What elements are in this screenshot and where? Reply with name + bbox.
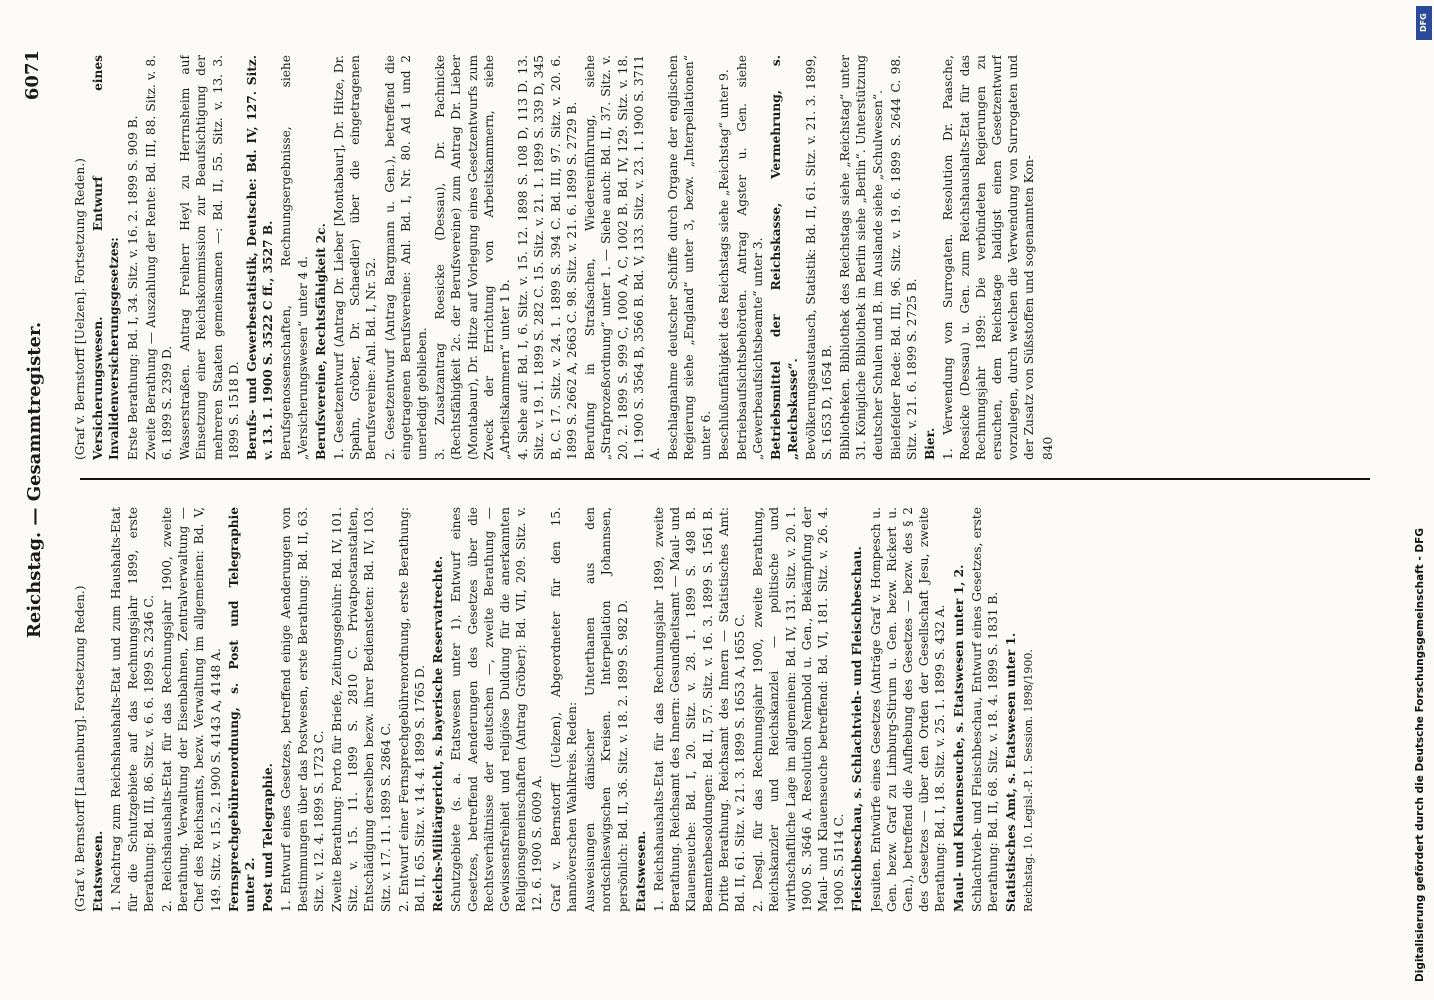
register-entry: 1. Reichshaushalts-Etat für das Rechnungsjahr 1899, zweite Berathung. Reichsamt des Innern: Gesundheitsamt — Maul- und Klauenseuche: Bd. I, 20. Sitz. v. 28. 1. 1899 S. 498 B. Beamtenbesoldungen: Bd. II, 57. Sitz. v. 16. 3. 1899 S. 1561 B. Dritte Berathung. Reichsamt des Innern — Statistisches Amt: Bd. II, 61. Sitz. v. 21. 3. 1899 S. 1653 A, 1655 C.: [651, 507, 747, 912]
register-entry: (Graf v. Bernstorff [Uelzen]. Fortsetzung Reden.): [73, 158, 87, 460]
register-entry: Zweite Berathung: Porto für Briefe, Zeitungsgebühr: Bd. IV, 101. Sitz. v. 15. 11. 1899 S. 2810 C. Privatpostanstalten, Entschädigung derselben bezw. ihrer Bediensteten: Bd. IV, 103. Sitz. v. 17. 11. 1899 S. 2864 C.: [330, 507, 393, 912]
register-entry: Etatswesen.: [633, 830, 648, 912]
register-entry: Schlachtvieh- und Fleischbeschau, Entwurf eines Gesetzes, erste Berathung: Bd. II, 68. Sitz. v. 18. 4. 1899 S. 1831 B.: [969, 507, 1000, 912]
register-entry: 1. Entwurf eines Gesetzes, betreffend einige Aenderungen von Bestimmungen über das Postwesen, erste Berathung: Bd. II, 63. Sitz. v. 12. 4. 1899 S. 1723 C.: [279, 507, 326, 912]
register-entry: 2. Reichshaushalts-Etat für das Rechnungsjahr 1900, zweite Berathung. Verwaltung der Eisenbahnen, Zentralverwaltung — Chef des Reichsamts, bezw. Verwaltung im allgemeinen: Bd. V, 149. Sitz. v. 15. 2. 1900 S. 4143 A, 4148 A.: [160, 507, 223, 912]
register-entry: 840: [1040, 436, 1055, 460]
register-entry: Etatswesen.: [91, 830, 106, 912]
register-entry: Reichs-Militärgericht, s. bayerische Reservatrechte.: [431, 555, 446, 912]
register-entry: Statistisches Amt, s. Etatswesen unter 1.: [1004, 632, 1019, 912]
register-entry: Berufung in Strafsachen, Wiedereinführung, siehe „Strafprozeßordnung“ unter 1. — Siehe auch: Bd. II, 37. Sitz. v. 20. 2. 1899 S. 999 C, 1000 A, C, 1002 B. Bd. IV, 129. Sitz. v. 18. 1. 1900 S. 3564 B, 3566 B. Bd. V, 133. Sitz. v. 23. 1. 1900 S. 3711 A.: [583, 55, 662, 460]
register-entry: Bier.: [923, 427, 938, 460]
register-entry: Betriebsaufsichtsbehörden. Antrag Agster u. Gen. siehe „Gewerbeaufsichtsbeamte“ unter 3.: [734, 55, 766, 460]
register-entry: Betriebsmittel der Reichskasse, Vermehrung, s. „Reichskasse“.: [769, 55, 800, 460]
left-column: [72, 507, 1372, 912]
dfg-sidebar: [1412, 0, 1434, 1000]
register-entry: Jesuiten. Entwürfe eines Gesetzes (Anträge Graf v. Hompesch u. Gen. bezw. Graf zu Limburg-Stirum u. Gen. bezw. Rickert u. Gen.), betreffend die Aufhebung des Gesetzes — bezw. des § 2 des Gesetzes — über den Orden der Gesellschaft Jesu, zweite Berathung: Bd. I, 18. Sitz. v. 25. 1. 1899 S. 432 A.: [868, 507, 948, 912]
register-entry: Bevölkerungsaustausch, Statistik: Bd. II, 61. Sitz. v. 21. 3. 1899, S. 1653 D, 1654 B.: [803, 55, 834, 460]
register-entry: Berufsgenossenschaften, Rechnungsergebnisse, siehe „Versicherungswesen“ unter 4 d.: [279, 55, 310, 460]
running-head-title: Reichstag. — Gesammtregister.: [24, 321, 45, 639]
register-entry: 1. Verwendung von Surrogaten. Resolution Dr. Paasche, Roesicke (Dessau) u. Gen. zum Reichshaushalts-Etat für das Rechnungsjahr 1899: Die verbündeten Regierungen zu ersuchen, dem Reichstage baldigst einen Gesetzentwurf vorzulegen, durch welchen die Verwendung von Surrogaten und der Zusatz von Süßstoffen und sogenannten Kon-: [941, 55, 1037, 460]
register-entry: Erste Berathung: Bd. I, 34. Sitz. v. 16. 2. 1899 S. 909 B.: [125, 115, 140, 460]
register-entry: Beschlagnahme deutscher Schiffe durch Organe der englischen Regierung siehe „England“ unter 3, bezw. „Interpellationen“ unter 6.: [666, 55, 713, 460]
register-entry: Graf v. Bernstorff (Uelzen), Abgeordneter für den 15. hannöverschen Wahlkreis. Reden:: [548, 507, 579, 912]
register-entry: Schutzgebiete (s. a. Etatswesen unter 1). Entwurf eines Gesetzes, betreffend Aenderungen des Gesetzes über die Rechtsverhältnisse der deutschen —, zweite Berathung — Gewissensfreiheit und religiöse Duldung für die anerkannten Religionsgemeinschaften (Antrag Gröber): Bd. VII, 209. Sitz. v. 12. 6. 1900 S. 6009 A.: [449, 507, 545, 912]
register-entry: Post und Telegraphie.: [261, 763, 276, 912]
running-head: [18, 50, 52, 910]
register-entry: 1. Nachtrag zum Reichshaushalts-Etat und zum Haushalts-Etat für die Schutzgebiete auf das Rechnungsjahr 1899, erste Berathung: Bd. III, 86. Sitz. v. 6. 6. 1899 S. 2346 C.: [109, 507, 156, 912]
register-entry: Zweite Berathung — Auszahlung der Rente: Bd. III, 88. Sitz. v. 8. 6. 1899 S. 2399 D.: [143, 55, 175, 460]
page-number: 6071: [22, 50, 43, 101]
register-entry: Berufs- und Gewerbestatistik, Deutsche: Bd. IV, 127. Sitz. v. 13. 1. 1900 S. 3522 C ff., 3527 B.: [245, 55, 276, 460]
column-rule: [80, 478, 1370, 480]
register-entry: 4. Siehe auf: Bd. I, 6. Sitz. v. 15. 12. 1898 S. 108 D, 113 D. 13. Sitz. v. 19. 1. 1899 S. 282 C. 15. Sitz. v. 21. 1. 1899 S. 339 D, 345 B, C. 17. Sitz. v. 24. 1. 1899 S. 394 C. Bd. III, 97. Sitz. v. 20. 6. 1899 S. 2662 A, 2663 C. 98. Sitz. v. 21. 6. 1899 S. 2729 B.: [516, 55, 579, 460]
register-entry: Fleischbeschau, s. Schlachtvieh- und Fleischbeschau.: [850, 546, 865, 912]
register-entry: Bibliotheken. Bibliothek des Reichstags siehe „Reichstag“ unter 31. Königliche Bibliothek in Berlin siehe „Berlin“. Unterstützung deutscher Schulen und B. im Auslande siehe „Schulwesen“.: [838, 55, 885, 460]
register-entry: 2. Gesetzentwurf (Antrag Bargmann u. Gen.), betreffend die eingetragenen Berufsvereine: Anl. Bd. I, Nr. 80. Ad 1 und 2 unerledigt geblieben.: [382, 55, 430, 460]
dfg-logo-icon: DFG: [1416, 6, 1432, 40]
page-footer: Reichstag. 10. Legisl.-P. 1. Session. 1898/1900.: [1022, 649, 1036, 912]
right-column: [72, 55, 1372, 460]
register-entry: Bielefelder Rede: Bd. III, 96. Sitz. v. 19. 6. 1899 S. 2644 C. 98. Sitz. v. 21. 6. 1899 S. 2725 B.: [888, 55, 919, 460]
register-entry: Beschlußunfähigkeit des Reichstags siehe „Reichstag“ unter 9.: [716, 69, 731, 460]
sidebar-credit: Digitalisierung gefördert durch die Deutsche Forschungsgemeinschaft - DFG: [1414, 528, 1426, 982]
register-entry: Maul- und Klauenseuche, s. Etatswesen unter 1, 2.: [951, 564, 966, 912]
register-entry: Berufsvereine, Rechtsfähigkeit 2c.: [313, 223, 328, 460]
register-entry: 2. Entwurf einer Fernsprechgebührenordnung, erste Berathung: Bd. II, 65. Sitz. v. 14. 4. 1899 S. 1765 D.: [396, 507, 428, 912]
register-entry: Fernsprechgebührenordnung, s. Post und Telegraphie unter 2.: [226, 507, 258, 912]
register-entry: Wasserstraßen. Antrag Freiherr Heyl zu Herrnsheim auf Einsetzung einer Reichskommission zur Beaufsichtigung der mehreren Staaten gemeinsamen —: Bd. II, 55. Sitz. v. 13. 3. 1899 S. 1518 D.: [178, 55, 241, 460]
register-entry: (Graf v. Bernstorff [Lauenburg]. Fortsetzung Reden.): [73, 585, 87, 912]
register-entry: 3. Zusatzantrag Roesicke (Dessau), Dr. Pachnicke (Rechtsfähigkeit 2c. der Berufsvereine) zum Antrag Dr. Lieber (Montabaur), Dr. Hitze auf Vorlegung eines Gesetzentwurfs zum Zweck der Errichtung von Arbeitskammern, siehe „Arbeitskammern“ unter 1 b.: [433, 55, 513, 460]
register-entry: Ausweisungen dänischer Unterthanen aus den nordschleswigschen Kreisen. Interpellation Johannsen, persönlich: Bd. II, 36. Sitz. v. 18. 2. 1899 S. 982 D.: [583, 507, 630, 912]
register-entry: 1. Gesetzentwurf (Antrag Dr. Lieber [Montabaur], Dr. Hitze, Dr. Spahn, Gröber, Dr. Schaedler) über die eingetragenen Berufsvereine: Anl. Bd. I, Nr. 52.: [332, 55, 379, 460]
register-entry: 2. Desgl. für das Rechnungsjahr 1900, zweite Berathung, Reichskanzler und Reichskanzlei — politische und wirthschaftliche Lage im allgemeinen: Bd. IV, 131. Sitz. v. 20. 1. 1900 S. 3646 A. Resolution Nembold u. Gen., Bekämpfung der Maul- und Klauenseuche betreffend: Bd. VI, 181. Sitz. v. 26. 4. 1900 S. 5114 C.: [751, 507, 847, 912]
register-entry: Versicherungswesen. Entwurf eines Invalidenversicherungsgesetzes:: [91, 55, 122, 460]
